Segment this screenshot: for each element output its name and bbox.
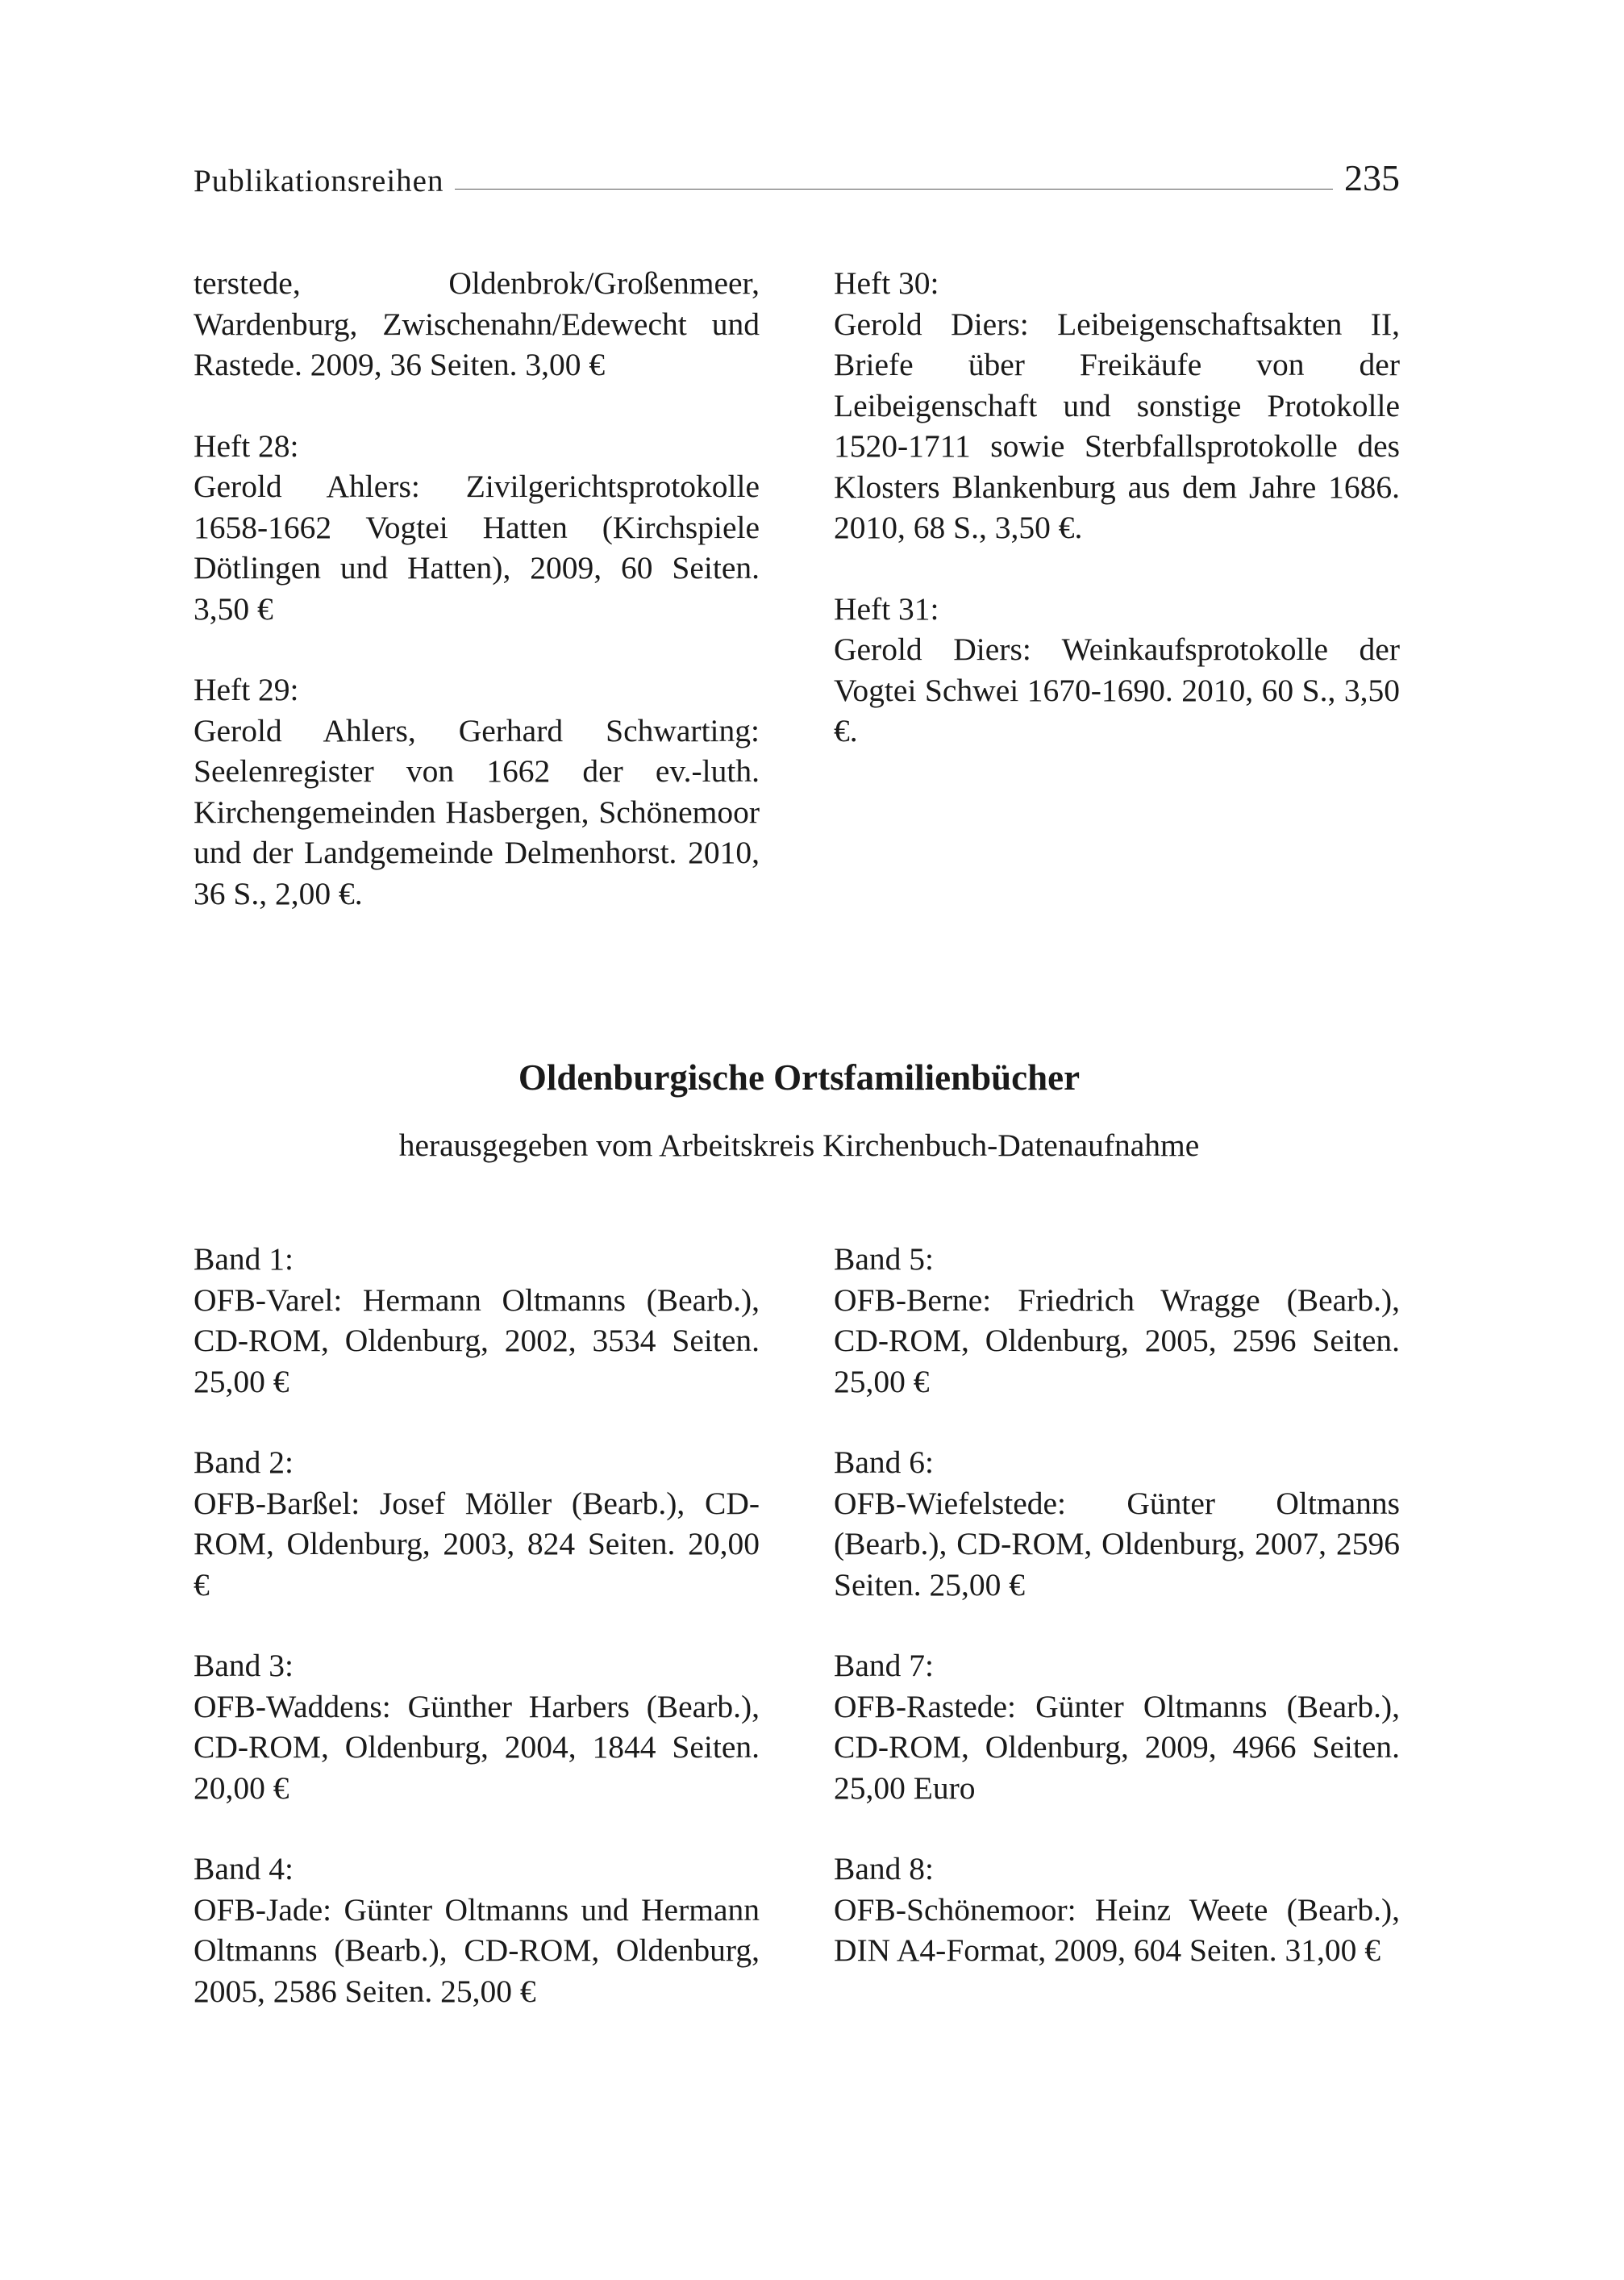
list-item bbox=[194, 1442, 760, 1605]
entry-text: OFB-Waddens: Günther Harbers (Bearb.), CD-ROM, Oldenburg, 2004, 1844 Seiten. 20,00 € bbox=[194, 1688, 760, 1806]
entry-label: Heft 30: bbox=[834, 265, 939, 301]
list-item bbox=[194, 426, 760, 630]
list-item bbox=[834, 1442, 1400, 1605]
entry-text: Gerold Diers: Leibeigenschaftsakten II, Briefe über Freikäufe von der Leibeigenschaft und sonstige Protokolle 1520-1711 sowie Sterbfallsprotokolle des Klosters Blankenburg aus dem Jahre 1686. 2010, 68 S., 3,50 €. bbox=[834, 306, 1400, 545]
entry-label: Band 3: bbox=[194, 1648, 294, 1683]
list-item bbox=[194, 669, 760, 914]
entry-text: Gerold Ahlers: Zivilgerichtsprotokolle 1658-1662 Vogtei Hatten (Kirchspiele Dötlingen und Hatten), 2009, 60 Seiten. 3,50 € bbox=[194, 469, 760, 627]
list-item bbox=[834, 589, 1400, 752]
entry-label: Heft 29: bbox=[194, 672, 299, 707]
bottom-left-column bbox=[194, 1239, 760, 2052]
entry-text: Gerold Diers: Weinkaufsprotokolle der Vogtei Schwei 1670-1690. 2010, 60 S., 3,50 €. bbox=[834, 631, 1400, 748]
section-title: Oldenburgische Ortsfamilienbücher bbox=[518, 1057, 1081, 1098]
list-item bbox=[194, 1849, 760, 2011]
list-item bbox=[194, 263, 760, 386]
section-subtitle: herausgegeben vom Arbeitskreis Kirchenbuch-Datenaufnahme bbox=[398, 1127, 1200, 1163]
entry-text: OFB-Barßel: Josef Möller (Bearb.), CD-ROM, Oldenburg, 2003, 824 Seiten. 20,00 € bbox=[194, 1485, 760, 1603]
bottom-right-column bbox=[834, 1239, 1400, 2011]
entry-label: Heft 28: bbox=[194, 427, 299, 464]
entry-text: terstede, Oldenbrok/Großenmeer, Wardenburg, Zwischenahn/Edewecht und Rastede. 2009, 36 Seiten. 3,00 € bbox=[194, 265, 760, 382]
list-item bbox=[834, 1239, 1400, 1402]
entry-label: Heft 31: bbox=[834, 590, 939, 627]
entry-text: OFB-Rastede: Günter Oltmanns (Bearb.), CD-ROM, Oldenburg, 2009, 4966 Seiten. 25,00 Euro bbox=[834, 1688, 1400, 1806]
entry-text: OFB-Berne: Friedrich Wragge (Bearb.), CD-ROM, Oldenburg, 2005, 2596 Seiten. 25,00 € bbox=[834, 1282, 1400, 1399]
entry-label: Band 2: bbox=[194, 1444, 294, 1480]
list-item bbox=[834, 1645, 1400, 1808]
list-item bbox=[194, 1645, 760, 1808]
entry-text: Gerold Ahlers, Gerhard Schwarting: Seelenregister von 1662 der ev.-luth. Kirchengemeinden Hasbergen, Schönemoor und der Landgemeinde Delmenhorst. 2010, 36 S., 2,00 €. bbox=[194, 712, 760, 911]
running-title: Publikationsreihen bbox=[194, 164, 444, 198]
entry-text: OFB-Schönemoor: Heinz Weete (Bearb.), DIN A4-Format, 2009, 604 Seiten. 31,00 € bbox=[834, 1891, 1400, 1968]
top-left-column bbox=[194, 263, 760, 954]
list-item bbox=[194, 1239, 760, 1402]
entry-label: Band 4: bbox=[194, 1851, 294, 1886]
page-header bbox=[194, 148, 1400, 197]
entry-label: Band 7: bbox=[834, 1648, 934, 1683]
entry-text: OFB-Jade: Günter Oltmanns und Hermann Oltmanns (Bearb.), CD-ROM, Oldenburg, 2005, 2586 Seiten. 25,00 € bbox=[194, 1891, 760, 2009]
page-number: 235 bbox=[1344, 157, 1400, 198]
header-rule bbox=[455, 189, 1333, 190]
top-right-column bbox=[834, 263, 1400, 792]
entry-label: Band 1: bbox=[194, 1241, 294, 1277]
entry-label: Band 5: bbox=[834, 1241, 934, 1277]
entry-label: Band 8: bbox=[834, 1851, 934, 1886]
list-item bbox=[834, 1849, 1400, 1971]
list-item bbox=[834, 263, 1400, 548]
entry-text: OFB-Varel: Hermann Oltmanns (Bearb.), CD-ROM, Oldenburg, 2002, 3534 Seiten. 25,00 € bbox=[194, 1282, 760, 1399]
entry-text: OFB-Wiefelstede: Günter Oltmanns (Bearb.), CD-ROM, Oldenburg, 2007, 2596 Seiten. 25,00 € bbox=[834, 1485, 1400, 1603]
entry-label: Band 6: bbox=[834, 1444, 934, 1480]
